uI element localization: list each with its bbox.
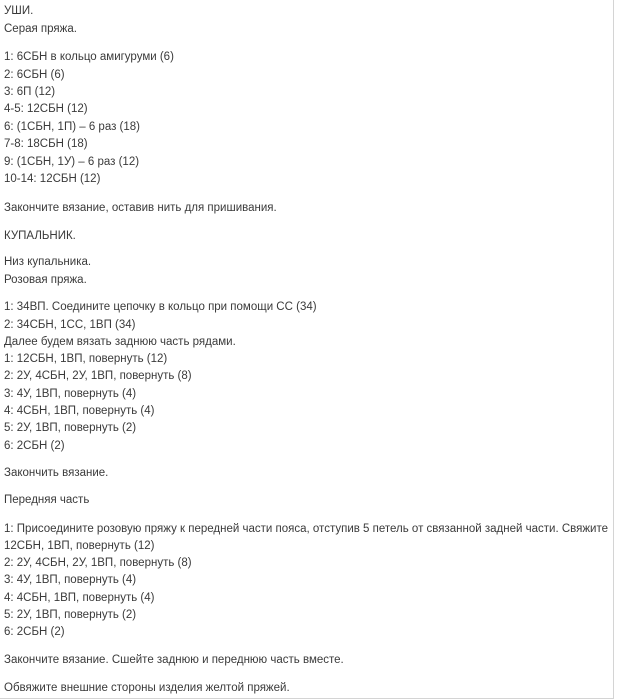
swimsuit-front-row: 4: 4СБН, 1ВП, повернуть (4) bbox=[4, 592, 155, 604]
ears-row: 3: 6П (12) bbox=[4, 86, 56, 98]
swimsuit-front-row: 5: 2У, 1ВП, повернуть (2) bbox=[4, 609, 137, 621]
swimsuit-bottom-row: 3: 4У, 1ВП, повернуть (4) bbox=[4, 388, 137, 400]
swimsuit-bottom-row: 2: 2У, 4СБН, 2У, 1ВП, повернуть (8) bbox=[4, 370, 192, 382]
ears-row: 10-14: 12СБН (12) bbox=[4, 173, 101, 185]
swimsuit-front-row: 6: 2СБН (2) bbox=[4, 626, 65, 638]
swimsuit-bottom-row: 1: 12СБН, 1ВП, повернуть (12) bbox=[4, 353, 168, 365]
swimsuit-heading: КУПАЛЬНИК. bbox=[4, 230, 76, 242]
swimsuit-bottom-row: 4: 4СБН, 1ВП, повернуть (4) bbox=[4, 405, 155, 417]
swimsuit-bottom-finish: Закончить вязание. bbox=[4, 467, 109, 479]
ears-row: 2: 6СБН (6) bbox=[4, 69, 65, 81]
ears-row: 9: (1СБН, 1У) – 6 раз (12) bbox=[4, 156, 140, 168]
swimsuit-bottom-yarn: Розовая пряжа. bbox=[4, 274, 87, 286]
swimsuit-bottom-row: 2: 34СБН, 1СС, 1ВП (34) bbox=[4, 319, 136, 331]
swimsuit-front-finish: Закончите вязание. Сшейте заднюю и переднюю часть вместе. bbox=[4, 654, 344, 666]
swimsuit-bottom-row: Далее будем вязать заднюю часть рядами. bbox=[4, 336, 236, 348]
ears-row: 1: 6СБН в кольцо амигуруми (6) bbox=[4, 51, 174, 63]
ears-row: 4-5: 12СБН (12) bbox=[4, 103, 88, 115]
ears-row: 6: (1СБН, 1П) – 6 раз (18) bbox=[4, 121, 141, 133]
ears-finish: Закончите вязание, оставив нить для пришивания. bbox=[4, 202, 277, 214]
ears-heading: УШИ. bbox=[4, 5, 34, 17]
ears-yarn: Серая пряжа. bbox=[4, 23, 77, 35]
swimsuit-bottom-title: Низ купальника. bbox=[4, 256, 92, 268]
ears-row: 7-8: 18СБН (18) bbox=[4, 138, 88, 150]
swimsuit-bottom-row: 5: 2У, 1ВП, повернуть (2) bbox=[4, 422, 137, 434]
swimsuit-front-edging: Обвяжите внешние стороны изделия желтой пряжей. bbox=[4, 682, 290, 694]
swimsuit-front-title: Передняя часть bbox=[4, 494, 90, 506]
swimsuit-front-row: 3: 4У, 1ВП, повернуть (4) bbox=[4, 574, 137, 586]
swimsuit-front-first-row: 1: Присоедините розовую пряжу к передней части пояса, отступив 5 петель от связанной задней части. Свяжите 12СБН, 1ВП, повернуть (12) bbox=[4, 523, 609, 552]
swimsuit-front-row: 2: 2У, 4СБН, 2У, 1ВП, повернуть (8) bbox=[4, 557, 192, 569]
swimsuit-bottom-row: 1: 34ВП. Соедините цепочку в кольцо при помощи СС (34) bbox=[4, 301, 317, 313]
swimsuit-bottom-row: 6: 2СБН (2) bbox=[4, 440, 65, 452]
